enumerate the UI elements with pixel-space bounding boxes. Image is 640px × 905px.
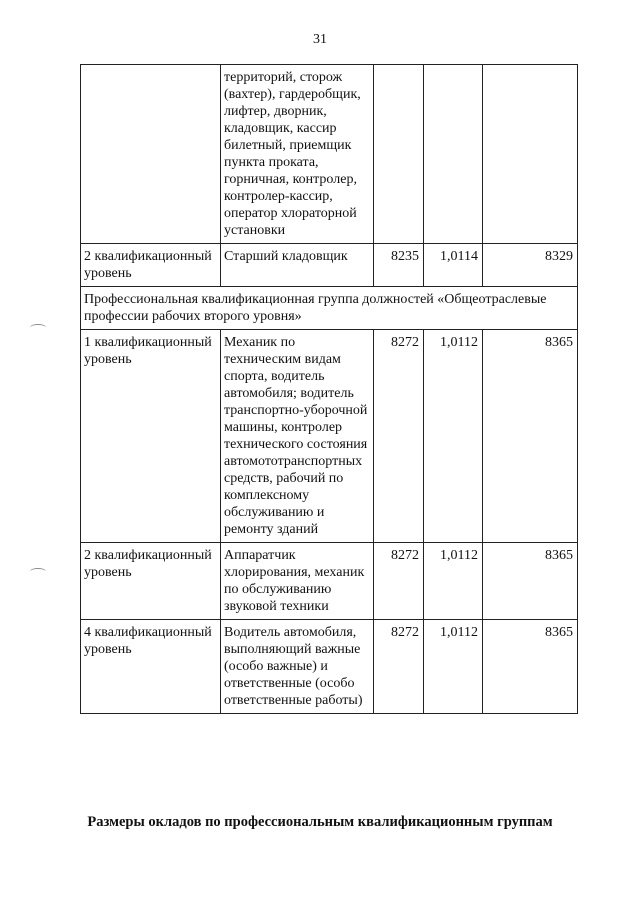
- coefficient-cell: 1,0112: [424, 330, 483, 543]
- salary-cell: 8235: [374, 244, 424, 287]
- coefficient-cell: 1,0114: [424, 244, 483, 287]
- section-heading: Размеры окладов по профессиональным квалификационным группам: [87, 814, 553, 830]
- group-header-cell: Профессиональная квалификационная группа должностей «Общеотраслевые профессии рабочих второго уровня»: [81, 287, 578, 330]
- table-row: [81, 543, 578, 620]
- coefficient-cell: 1,0112: [424, 543, 483, 620]
- result-salary-cell: 8365: [483, 620, 578, 714]
- table-row: [81, 330, 578, 543]
- salary-cell: 8272: [374, 543, 424, 620]
- result-salary-cell: 8365: [483, 330, 578, 543]
- margin-scan-mark: [30, 568, 46, 575]
- margin-scan-mark: [30, 324, 46, 331]
- coefficient-cell: 1,0112: [424, 620, 483, 714]
- result-salary-cell: [483, 65, 578, 244]
- table-row: [81, 244, 578, 287]
- qualification-level-cell: 2 квалификационный уровень: [81, 543, 221, 620]
- table-row: [81, 620, 578, 714]
- salary-cell: 8272: [374, 620, 424, 714]
- result-salary-cell: 8365: [483, 543, 578, 620]
- positions-cell: Механик по техническим видам спорта, водитель автомобиля; водитель транспортно-уборочной машины, контролер технического состояния автомототранспортных средств, рабочий по комплексному обслуживанию и ремонту зданий: [221, 330, 374, 543]
- positions-cell: Аппаратчик хлорирования, механик по обслуживанию звуковой техники: [221, 543, 374, 620]
- positions-cell: территорий, сторож (вахтер), гардеробщик, лифтер, дворник, кладовщик, кассир билетный, приемщик пункта проката, горничная, контролер, контролер-кассир, оператор хлораторной установки: [221, 65, 374, 244]
- qualification-level-cell: 2 квалификационный уровень: [81, 244, 221, 287]
- group-header-row: [81, 287, 578, 330]
- salary-cell: 8272: [374, 330, 424, 543]
- table-row: [81, 65, 578, 244]
- qualification-level-cell: 1 квалификационный уровень: [81, 330, 221, 543]
- coefficient-cell: [424, 65, 483, 244]
- result-salary-cell: 8329: [483, 244, 578, 287]
- salary-cell: [374, 65, 424, 244]
- salary-table: [80, 64, 578, 714]
- positions-cell: Старший кладовщик: [221, 244, 374, 287]
- qualification-level-cell: 4 квалификационный уровень: [81, 620, 221, 714]
- page-number: 31: [313, 32, 327, 47]
- qualification-level-cell: [81, 65, 221, 244]
- positions-cell: Водитель автомобиля, выполняющий важные (особо важные) и ответственные (особо ответственные работы): [221, 620, 374, 714]
